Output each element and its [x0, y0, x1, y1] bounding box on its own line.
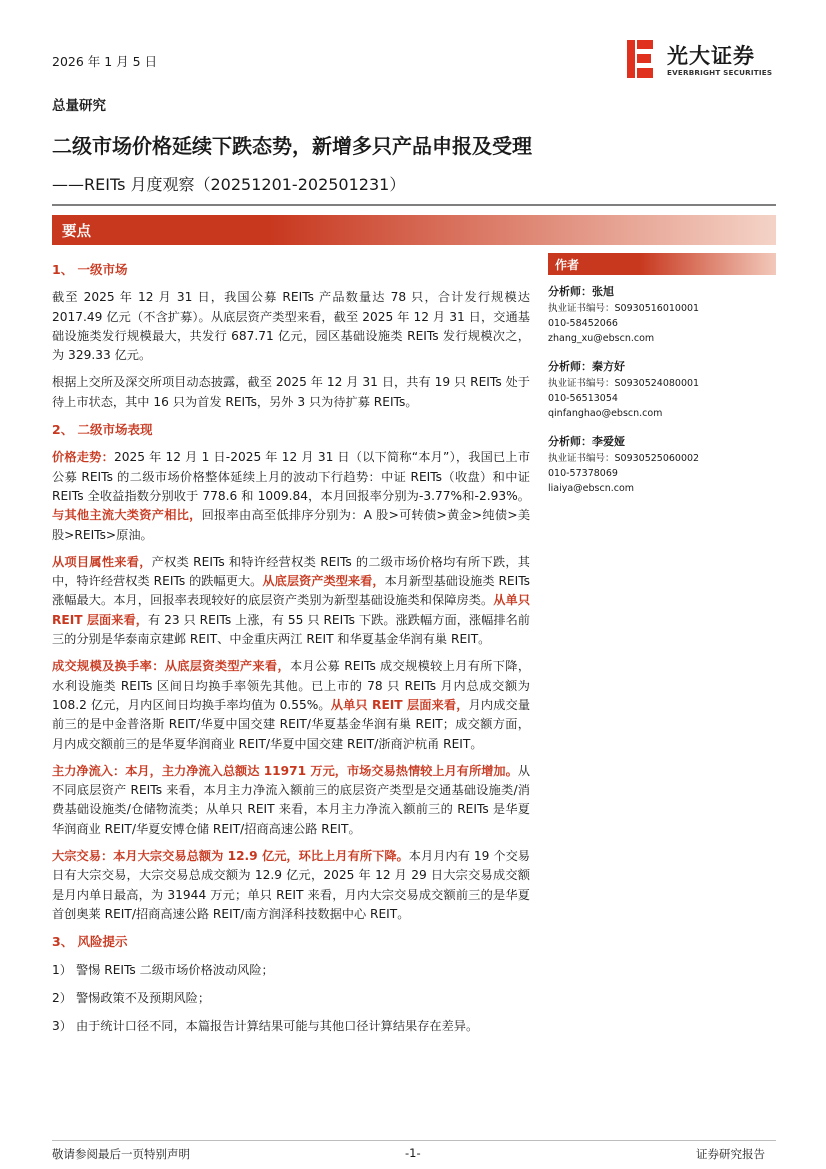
paragraph: 截至 2025 年 12 月 31 日，我国公募 REITs 产品数量达 78 只，合计发行规模达 2017.49 亿元（不含扩募）。从底层资产类型来看，截至 2025 年 12 月 31 日，交通基础设施类发行规模最大，共发行 687.71 亿元，园区基础设施类 REITs 发行规模次之，为 329.33 亿元。 — [52, 290, 530, 363]
highlight: 主力净流入：本月，主力净流入总额达 11971 万元，市场交易热情较上月有所增加。 — [52, 763, 518, 778]
footer-report-type: 证券研究报告 — [696, 1147, 765, 1161]
highlight: 从单只 REIT 层面来看， — [330, 697, 469, 712]
report-category: 总量研究 — [52, 98, 106, 114]
everbright-logo — [627, 38, 777, 82]
text: 本月月内有 19 个交易日有大宗交易，大宗交易总成交额为 12.9 亿元，2025 年 12 月 29 日大宗交易成交额是月内单日最高，为 31944 万元；单只 REIT 来看，月内大宗交易成交额前三的是华夏首创奥莱 REIT/招商高速公路 REIT/南方润泽科技数据中心 REIT。 — [52, 849, 530, 921]
risk-item — [52, 961, 530, 980]
logo-text-en: EVERBRIGHT SECURITIES — [667, 68, 773, 77]
highlight: 与其他主流大类资产相比， — [52, 508, 202, 523]
analyst-phone: 010-56513054 — [548, 393, 618, 404]
page-subtitle: ——REITs 月度观察（20251201-202501231） — [52, 175, 406, 194]
authors-panel — [548, 253, 776, 496]
analyst-card — [548, 284, 776, 346]
section-heading-risk: 3、 风险提示 — [52, 934, 128, 950]
analyst-cert: 执业证书编号：S0930524080001 — [548, 378, 700, 389]
highlight: 从底层资产类型来看， — [262, 574, 385, 589]
highlight: 从单只 REIT 层面来看， — [52, 593, 531, 627]
analyst-name: 分析师：李爱娅 — [548, 435, 625, 448]
analyst-cert: 执业证书编号：S0930516010001 — [548, 303, 700, 314]
risk-number: 2） — [52, 990, 72, 1005]
text: 有 23 只 REITs 上涨，有 55 只 REITs 下跌。涨跌幅方面，涨幅排名前三的分别是华泰南京建邺 REIT、中金重庆两江 REIT 和华夏基金华润有巢 REIT。 — [52, 612, 530, 647]
highlight: 从项目属性来看， — [52, 554, 152, 569]
main-content — [52, 258, 530, 1045]
highlight: 大宗交易：本月大宗交易总额为 12.9 亿元，环比上月有所下降。 — [52, 849, 409, 864]
analyst-email[interactable]: liaiya@ebscn.com — [548, 483, 635, 494]
analyst-name: 分析师：秦方好 — [548, 360, 625, 373]
page-title: 二级市场价格延续下跌态势，新增多只产品申报及受理 — [52, 134, 532, 158]
analyst-email[interactable]: zhang_xu@ebscn.com — [548, 333, 655, 344]
section-heading-secondary: 2、 二级市场表现 — [52, 422, 153, 438]
highlight: 成交规模及换手率：从底层资类型产来看， — [52, 659, 290, 674]
key-points-band — [52, 215, 776, 245]
risk-item — [52, 1017, 530, 1036]
paragraph-attributes — [52, 553, 530, 649]
highlight: 价格走势： — [52, 450, 114, 465]
text: 月内成交量前三的是中金普洛斯 REIT/华夏中国交建 REIT/华夏基金华润有巢 REIT；成交额方面，月内成交额前三的是华夏华润商业 REIT/华夏中国交建 REIT/浙商沪杭甬 REIT。 — [52, 697, 531, 751]
text: 本月新型基础设施类 REITs 涨幅最大。本月，回报率表现较好的底层资产类别为新型基础设施类和保障房类。 — [52, 574, 530, 608]
risk-text: 警惕 REITs 二级市场价格波动风险； — [76, 962, 274, 977]
authors-heading: 作者 — [548, 253, 776, 275]
paragraph-price-trend — [52, 448, 530, 544]
text: 产权类 REITs 和特许经营权类 REITs 的二级市场价格均有所下跌，其中，特许经营权类 REITs 的跌幅更大。 — [52, 554, 530, 589]
text: 2025 年 12 月 1 日-2025 年 12 月 31 日（以下简称“本月”），我国已上市公募 REITs 的二级市场价格整体延续上月的波动下行趋势：中证 REITs（收盘）和中证 REITs 全收益指数分别收于 778.6 和 1009.84，本月回报率分别为-3.77%和-2.93%。 — [52, 450, 531, 503]
section-heading-primary: 1、 一级市场 — [52, 262, 128, 277]
analyst-phone: 010-58452066 — [548, 318, 618, 329]
footer-disclaimer: 敬请参阅最后一页特别声明 — [52, 1147, 190, 1161]
risk-text: 由于统计口径不同，本篇报告计算结果可能与其他口径计算结果存在差异。 — [76, 1019, 479, 1034]
analyst-email[interactable]: qinfanghao@ebscn.com — [548, 408, 663, 419]
text: 从不同底层资产 REITs 来看，本月主力净流入额前三的底层资产类型是交通基础设施类/消费基础设施类/仓储物流类；从单只 REIT 来看，本月主力净流入额前三的 REITs 是华夏华润商业 REIT/华夏安博仓储 REIT/招商高速公路 REIT。 — [52, 763, 530, 836]
risk-text: 警惕政策不及预期风险； — [76, 990, 211, 1005]
paragraph: 根据上交所及深交所项目动态披露，截至 2025 年 12 月 31 日，共有 19 只 REITs 处于待上市状态，其中 16 只为首发 REITs，另外 3 只为待扩募 REITs。 — [52, 375, 530, 409]
paragraph-volume — [52, 657, 530, 753]
risk-number: 1） — [52, 962, 72, 977]
risk-item — [52, 989, 530, 1008]
analyst-name: 分析师：张旭 — [548, 285, 614, 298]
paragraph-block-trade — [52, 847, 530, 924]
text: 回报率由高至低排序分别为：A 股>可转债>黄金>纯债>美股>REITs>原油。 — [52, 508, 531, 542]
paragraph-net-inflow — [52, 762, 530, 839]
footer-divider — [52, 1140, 776, 1141]
report-date: 2026 年 1 月 5 日 — [52, 54, 158, 69]
analyst-card — [548, 359, 776, 421]
analyst-cert: 执业证书编号：S0930525060002 — [548, 453, 700, 464]
key-points-label: 要点 — [62, 224, 91, 240]
risk-number: 3） — [52, 1019, 72, 1034]
page-number: -1- — [405, 1146, 421, 1160]
analyst-card — [548, 434, 776, 496]
analyst-phone: 010-57378069 — [548, 468, 618, 479]
logo-text-cn: 光大证券 — [667, 44, 755, 68]
text: 本月公募 REITs 成交规模较上月有所下降，水利设施类 REITs 区间日均换手率领先其他。已上市的 78 只 REITs 月内总成交额为 108.2 亿元，月内区间日均换手率均值为 0.55%。 — [52, 659, 531, 712]
everbright-logo-icon — [627, 38, 655, 80]
title-divider — [52, 204, 776, 206]
